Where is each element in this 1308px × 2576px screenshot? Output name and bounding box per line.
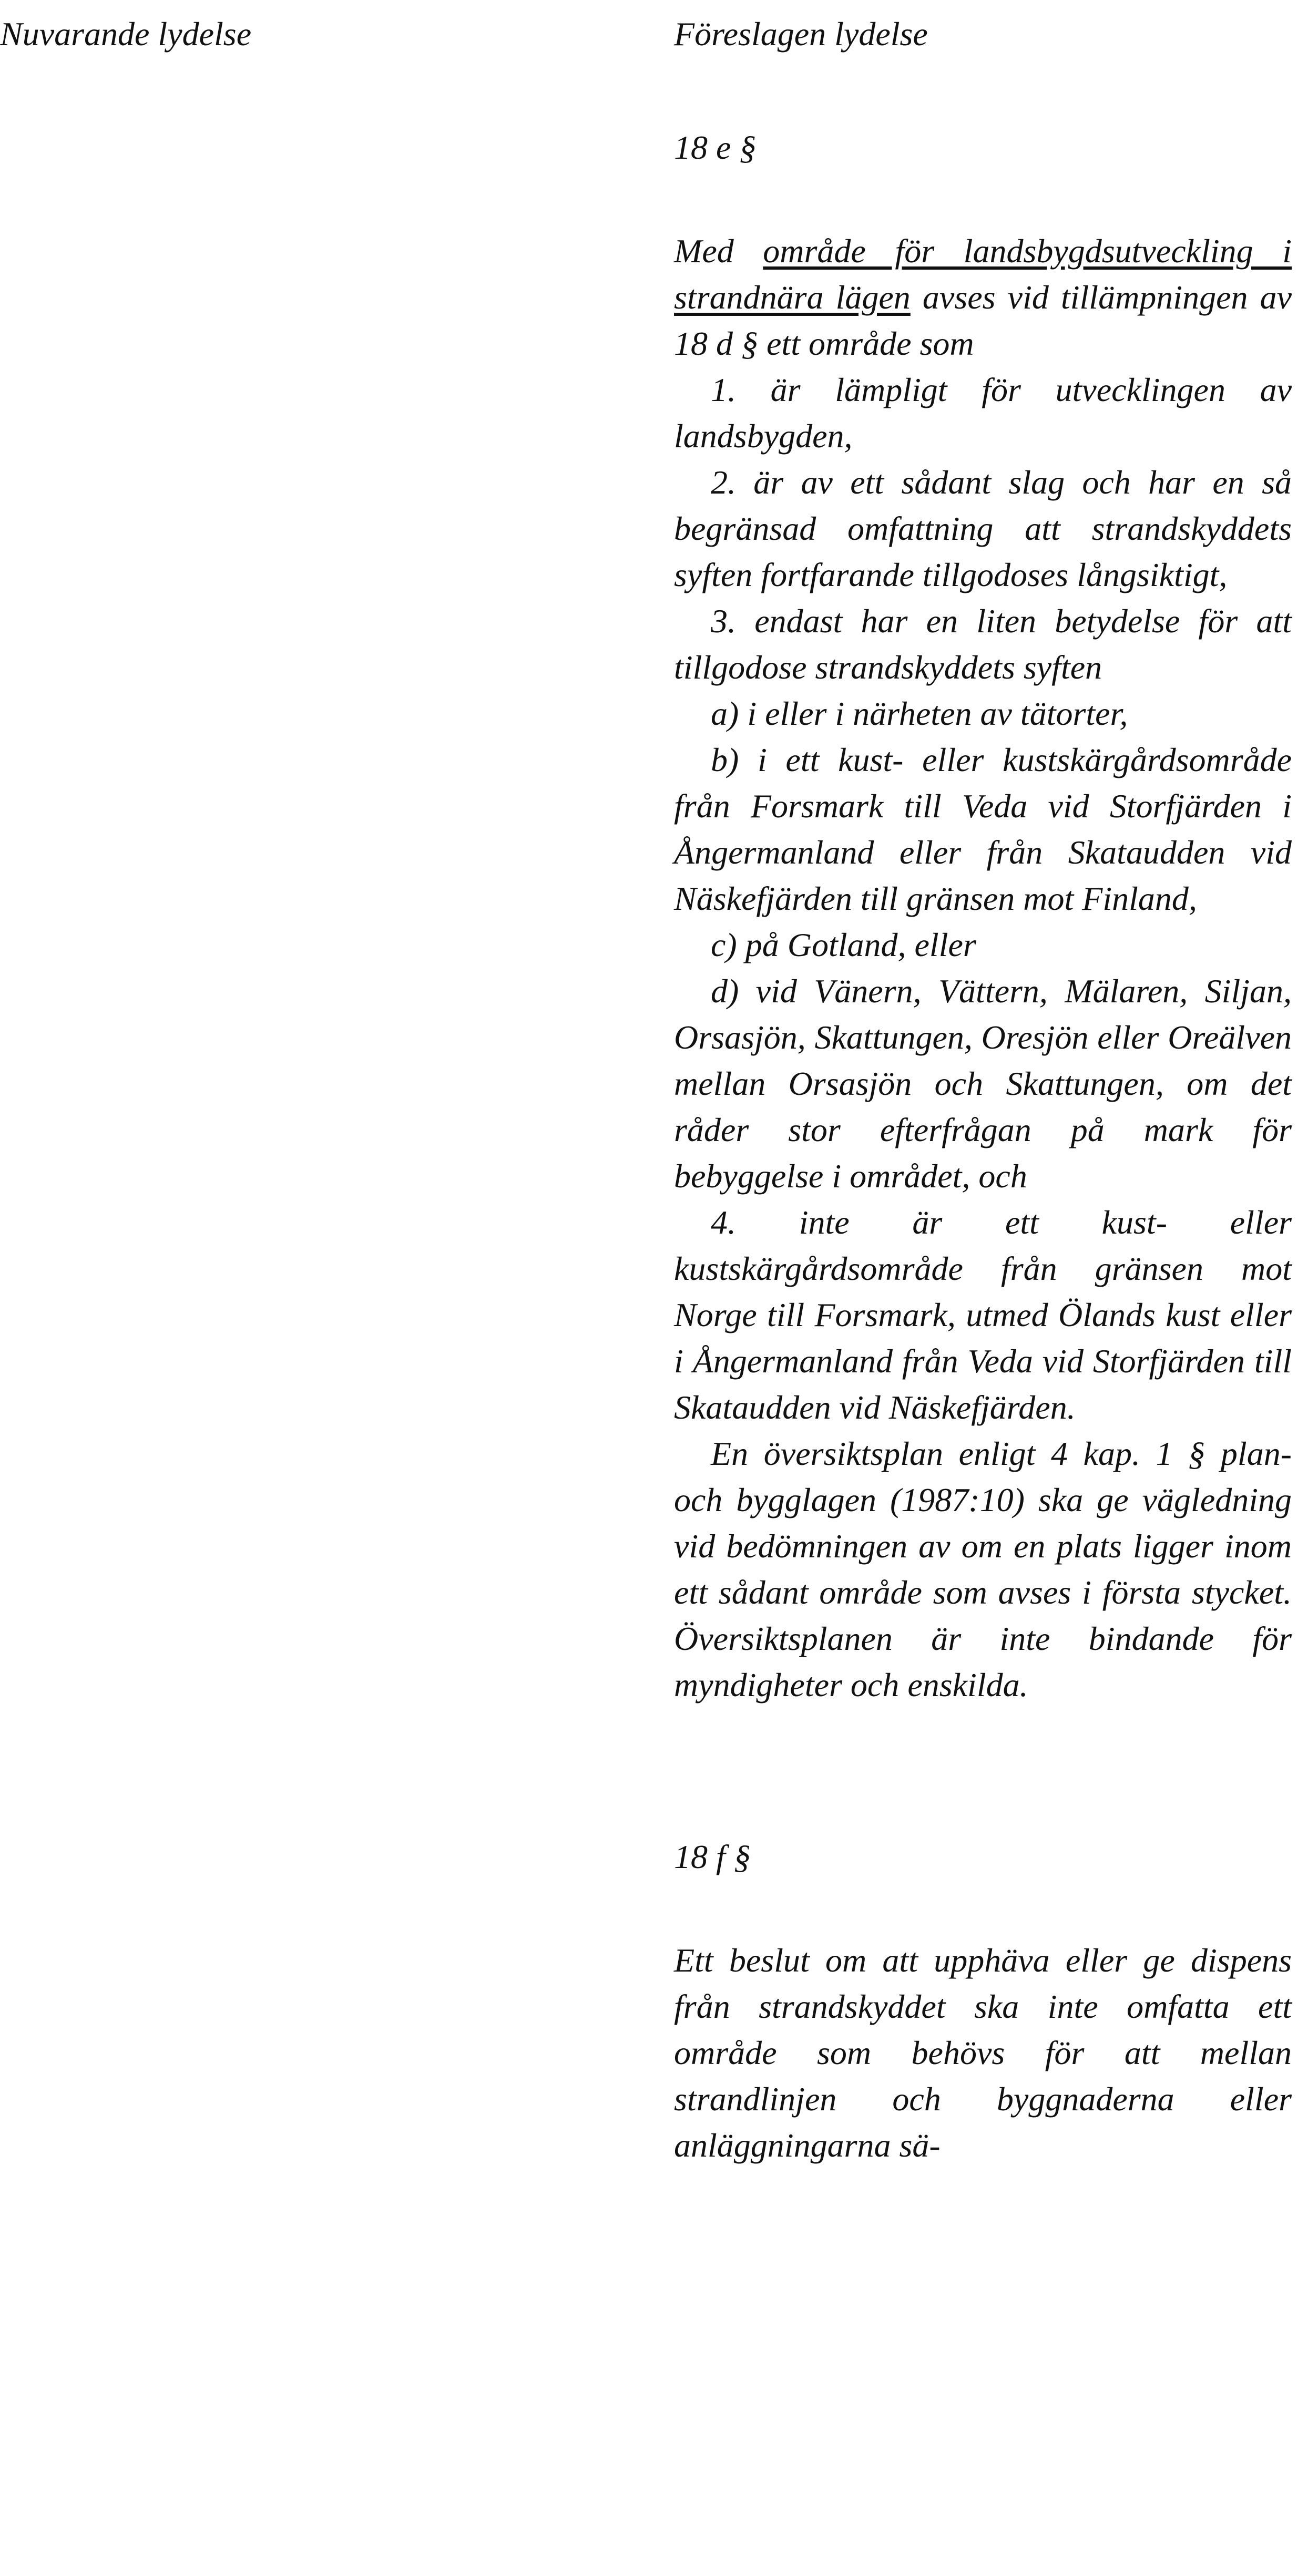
section-18e-item-3c: c) på Gotland, eller — [711, 926, 976, 963]
section-18f-title: 18 f § — [674, 1838, 751, 1875]
section-18e-second-paragraph: En översiktsplan enligt 4 kap. 1 § plan- och bygglagen (1987:10) ska ge vägledning vid bedömningen av om en plats ligger inom ett sådant område som avses i första stycket. Översiktsplanen är inte bindande för myndigheter och enskilda. — [674, 1435, 1292, 1703]
section-18e-item-3: 3. endast har en liten betydelse för att tillgodose strandskyddets syften — [674, 602, 1292, 686]
section-18e-item-2: 2. är av ett sådant slag och har en så begränsad omfattning att strandskyddets syften fortfarande tillgodoses långsiktigt, — [674, 464, 1292, 593]
proposed-wording-column — [674, 0, 1292, 2169]
section-18e-item-3d: d) vid Vänern, Vättern, Mälaren, Siljan, Orsasjön, Skattungen, Oresjön eller Oreälven mellan Orsasjön och Skattungen, om det råder stor efterfrågan på mark för bebyggelse i området, och — [674, 972, 1292, 1195]
intro-trailing-text: avses vid tillämpningen av 18 d § ett område som — [674, 279, 1292, 362]
section-18e-item-3b: b) i ett kust- eller kustskärgårdsområde från Forsmark till Veda vid Storfjärden i Ångermanland eller från Skataudden vid Näskefjärden till gränsen mot Finland, — [674, 741, 1292, 917]
section-18e-item-3a: a) i eller i närheten av tätorter, — [711, 695, 1128, 732]
section-18e — [674, 125, 1292, 1708]
intro-lead-text: Med — [674, 232, 763, 270]
section-18e-title: 18 e § — [674, 129, 757, 166]
section-18e-intro — [674, 228, 1292, 367]
section-18e-item-1: 1. är lämpligt för utvecklingen av landsbygden, — [674, 371, 1292, 455]
section-18f-text: Ett beslut om att upphäva eller ge dispens från strandskyddet ska inte omfatta ett område som behövs för att mellan strandlinjen och byggnaderna eller anläggningarna sä- — [674, 1942, 1292, 2164]
current-wording-heading: Nuvarande lydelse — [0, 15, 252, 53]
section-18f — [674, 1834, 1292, 2169]
proposed-wording-heading: Föreslagen lydelse — [674, 15, 928, 53]
defined-term: område för landsbygdsutveckling i strandnära lägen — [674, 232, 1292, 316]
section-18e-item-4: 4. inte är ett kust- eller kustskärgårdsområde från gränsen mot Norge till Forsmark, utmed Ölands kust eller i Ångermanland från Veda vid Storfjärden till Skataudden vid Näskefjärden. — [674, 1204, 1292, 1426]
current-wording-column — [0, 0, 605, 57]
